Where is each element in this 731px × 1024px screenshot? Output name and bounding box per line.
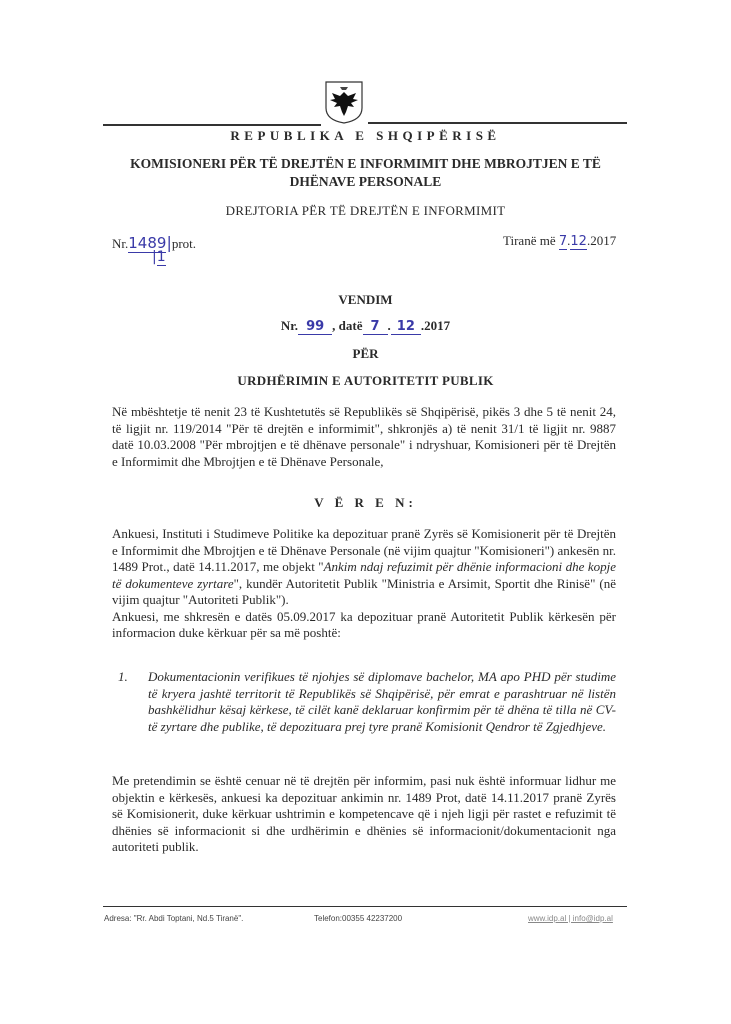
- coat-of-arms-icon: [324, 80, 364, 124]
- handwritten-decision-day: 7: [363, 319, 388, 335]
- footer-address: Adresa: "Rr. Abdi Toptani, Nd.5 Tiranë".: [104, 914, 244, 923]
- observes-heading: V Ë R E N:: [314, 495, 417, 510]
- legal-basis-paragraph: Në mbështetje të nenit 23 të Kushtetutës së Republikës së Shqipërisë, pikës 3 dhe 5 të nenit 24, të ligjit nr. 119/2014 "Për të drejtën e informimit", shkronjës a) të nenit 31/1 të ligjit nr. 9887 datë 10.03.2008 "Për mbrojtjen e të dhënave personale" i ndryshuar, Komisioneri për të Drejtën e Informimit dhe Mbrojtjen e të Dhënave Personale,: [112, 404, 616, 469]
- handwritten-decision-month: 12: [391, 319, 421, 335]
- for-heading: PËR: [352, 346, 379, 361]
- protocol-number: [112, 233, 197, 265]
- claim-paragraph: Me pretendimin se është cenuar në të drejtën për informim, pasi nuk është informuar lidhur me objektin e kërkesës, ankuesi ka depozituar ankimin nr. 1489 Prot, datë 14.11.2017 pranë Zyrës së Komisionerit, duke kërkuar ushtrimin e kompetencave që i njeh ligji për rastet e refuzimit të dhënies së informacionit si dhe urdhërimin e dhënies së informacionit/dokumentacionit nga autoriteti publik.: [112, 773, 616, 854]
- nr-label: Nr.: [112, 236, 129, 251]
- decision-title: VENDIM: [338, 292, 393, 307]
- list-item: [118, 669, 616, 735]
- decision-number: Nr. 99 , datë 7 . 12 .2017: [280, 318, 451, 334]
- complaint-paragraph: [112, 526, 616, 642]
- commissioner-heading-line2: DHËNAVE PERSONALE: [289, 174, 442, 189]
- complaint-text-a: Ankuesi, Instituti i Studimeve Politike ka depozituar pranë Zyrës së Komisionerit për të Drejtën e Informimit dhe Mbrojtjen e të Dhënave Personale (në vijim quajtur "Komisioneri") ankesën nr. 1489 Prot., datë 14.11.2017, me objekt ": [112, 526, 616, 574]
- commissioner-heading-line1: KOMISIONERI PËR TË DREJTËN E INFORMIMIT DHE MBROJTJEN E TË: [130, 156, 601, 171]
- republic-heading: REPUBLIKA E SHQIPËRISË: [230, 128, 501, 143]
- directorate-heading: DREJTORIA PËR TË DREJTËN E INFORMIMIT: [225, 203, 506, 218]
- list-item-number: 1.: [118, 669, 128, 684]
- footer-rule: [103, 906, 627, 907]
- handwritten-decision-number: 99: [298, 319, 332, 335]
- handwritten-sub-number: |1: [152, 249, 166, 265]
- handwritten-day: 7: [558, 234, 568, 249]
- complaint-object: Ankim ndaj refuzimit për dhënie informacioni dhe kopje të dokumenteve zyrtare: [112, 559, 616, 591]
- prot-label: prot.: [171, 236, 197, 251]
- footer-web-link[interactable]: www.idp.al | info@idp.al: [528, 914, 613, 923]
- header-rule-right: [368, 122, 627, 124]
- handwritten-month: 12: [570, 234, 587, 249]
- decision-date-label: , datë: [332, 318, 363, 333]
- protocol-slash: |: [166, 233, 172, 252]
- handwritten-protocol-number: 1489: [128, 234, 167, 252]
- header-rule-left: [103, 124, 321, 126]
- list-item-text: Dokumentacionin verifikues të njohjes së diplomave bachelor, MA apo PHD për studime të kryera jashtë territorit të Republikës së Shqipërisë, për emrat e parashtruar në listën bashkëlidhur kësaj kërkese, të cilët kanë deklaruar konfirmim për të dhëna të tilla në CV-të zyrtare dhe publike, të depozituara prej tyre pranë Komisionit Qendror të Zgjedhjeve.: [148, 669, 616, 734]
- complaint-text-b: ", kundër Autoritetit Publik "Ministria e Arsimit, Sportit dhe Rinisë" (në vijim quajtur "Autoriteti Publik").: [112, 575, 616, 607]
- place-label: Tiranë më: [503, 233, 556, 248]
- footer-phone: Telefon:00355 42237200: [314, 914, 403, 923]
- subject-heading: URDHËRIMIN E AUTORITETIT PUBLIK: [237, 373, 494, 388]
- year: 2017: [590, 233, 617, 248]
- commissioner-heading: [0, 155, 731, 191]
- place-date: Tiranë më 7.12.2017: [503, 233, 617, 249]
- decision-nr-label: Nr.: [280, 318, 299, 333]
- decision-year: .2017: [420, 318, 451, 333]
- request-paragraph: Ankuesi, me shkresën e datës 05.09.2017 ka depozituar pranë Autoritetit Publik kërkesën për informacion duke kërkuar për sa më poshtë:: [112, 608, 616, 640]
